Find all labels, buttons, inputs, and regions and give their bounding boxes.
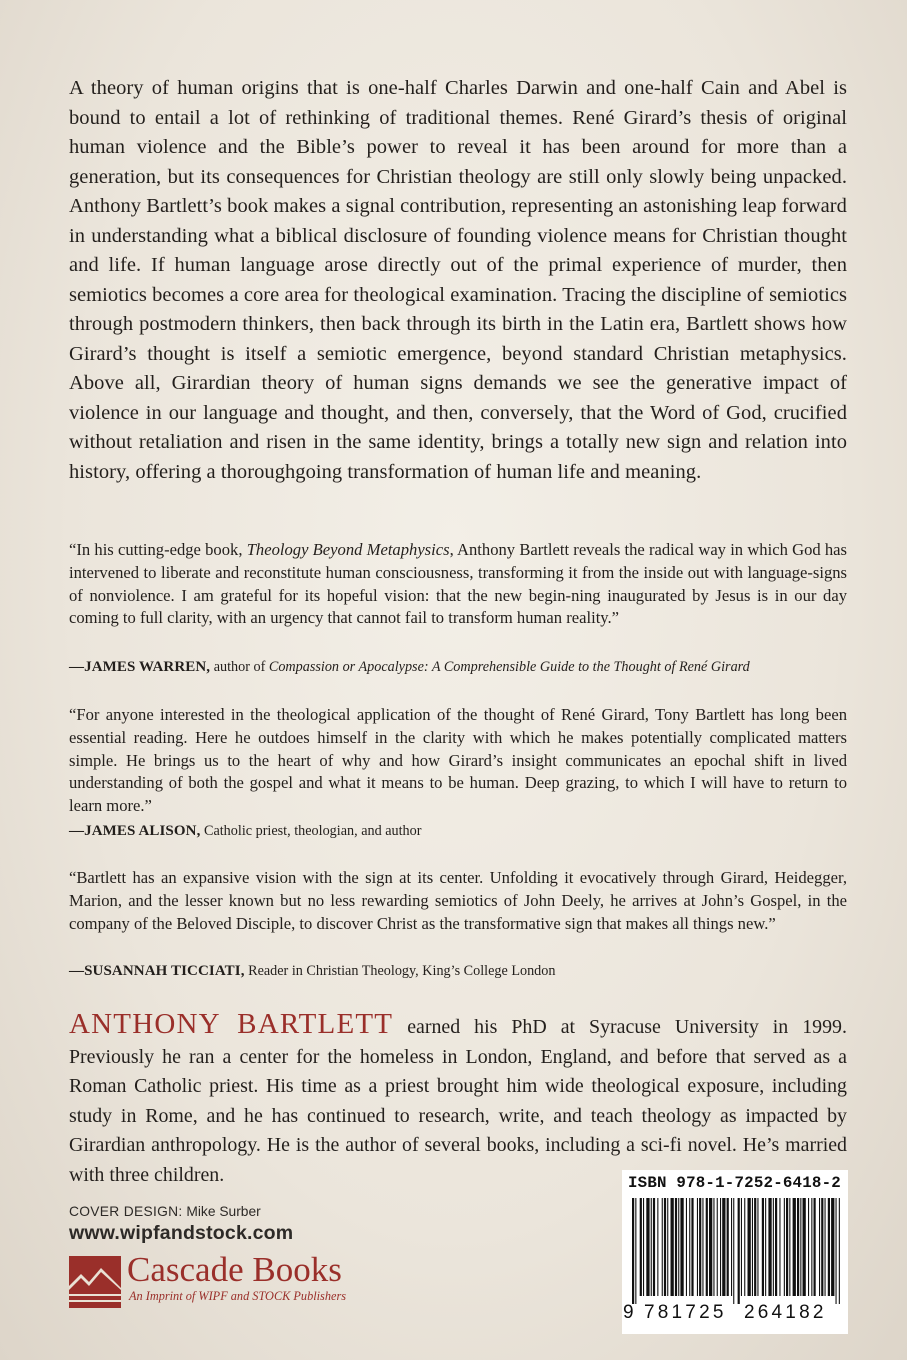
barcode-digits-right: 264182 [744, 1302, 827, 1323]
barcode-bar [717, 1198, 718, 1296]
publisher-tagline: An Imprint of WIPF and STOCK Publishers [129, 1289, 347, 1303]
barcode-bar [814, 1198, 816, 1296]
barcode-digits [622, 1302, 848, 1328]
quote-text: , Anthony Bartlett reveals the radical way in which God has intervened to liberate and reconstitute human consciousness, transforming it from the inside out with language-signs of nonviolence. I am grateful for its hopeful vision: that the new begin-ning inaugurated by Jesus is in our day coming to full clarity, with an urgency that cannot fail to transform human reality.” [69, 540, 847, 628]
barcode-bar [768, 1198, 771, 1296]
barcode-bar [748, 1198, 751, 1296]
barcode-bar [839, 1198, 840, 1304]
barcode-bar [653, 1198, 655, 1296]
cover-design-credit [69, 1204, 261, 1219]
quote-text: “In his cutting-edge book, [69, 540, 247, 559]
barcode-bar [640, 1198, 642, 1296]
barcode-bar [662, 1198, 663, 1296]
endorser-work-title: Compassion or Apocalypse: A Comprehensible Guide to the Thought of René Girard [268, 659, 750, 675]
barcode-bar [722, 1198, 725, 1296]
barcode-bar [706, 1198, 708, 1296]
barcode-bar [699, 1198, 701, 1296]
barcode-bar [667, 1198, 668, 1296]
cover-design-label: COVER DESIGN: [69, 1204, 183, 1219]
barcode-bar [773, 1198, 774, 1296]
barcode-bar [741, 1198, 742, 1296]
barcode-bar [821, 1198, 823, 1296]
barcode-bar [779, 1198, 780, 1296]
publisher-logo [69, 1250, 399, 1310]
endorsement-quote-ticciati: “Bartlett has an expansive vision with the sign at its center. Unfolding it evocatively through Girard, Heidegger, Marion, and the lesser known but no less rewarding semiotics of John Deely, he arrives at John’s Gospel, in the company of the Beloved Disciple, to discover Christ as the transformative sign that makes all things new.” [69, 868, 847, 933]
barcode-bar [664, 1198, 666, 1296]
barcode-bar [691, 1198, 693, 1296]
barcode-bar [752, 1198, 753, 1296]
mountain-logo-icon [69, 1256, 121, 1308]
barcode-bar [643, 1198, 644, 1296]
endorsement-attribution-alison [69, 822, 869, 840]
barcode-bar [678, 1198, 679, 1296]
barcode-bar [646, 1198, 649, 1296]
barcode-bar [765, 1198, 766, 1296]
barcode-bar [836, 1198, 837, 1304]
barcode-bar [825, 1198, 826, 1296]
barcode-bar [720, 1198, 721, 1296]
barcode-bar [738, 1198, 740, 1304]
barcode-bar [686, 1198, 687, 1296]
barcode-bar [651, 1198, 652, 1296]
endorser-description: Catholic priest, theologian, and author [200, 823, 422, 839]
endorser-name: —JAMES ALISON, [69, 823, 201, 839]
barcode-bar [786, 1198, 788, 1296]
endorser-name: —JAMES WARREN, [69, 659, 211, 675]
barcode-bar [775, 1198, 777, 1296]
description-blurb: A theory of human origins that is one-half Charles Darwin and one-half Cain and Abel is bound to entail a lot of rethinking of traditional themes. René Girard’s thesis of original human violence and the Bible’s power to reveal it has been around for more than a generation, but its consequences for Christian theology are still only slowly being unpacked. Anthony Bartlett’s book makes a signal contribution, representing an astonishing leap forward in understanding what a biblical disclosure of founding violence means for Christian thought and life. If human language arose directly out of the primal experience of murder, then semiotics becomes a core area for theological examination. Tracing the discipline of semiotics through postmodern thinkers, then back through its birth in the Latin era, Bartlett shows how Girard’s thought is itself a semiotic emergence, beyond standard Christian metaphysics. Above all, Girardian theory of human signs demands we see the generative impact of violence in our language and thought, and then, conversely, that the Word of God, crucified without retaliation and risen in the same identity, brings a totally new sign and relation into history, offering a thoroughgoing transformation of human life and meaning. [69, 77, 847, 483]
author-name: ANTHONY BARTLETT [69, 1008, 394, 1040]
barcode-bar [784, 1198, 785, 1296]
barcode-bar [808, 1198, 809, 1296]
publisher-website[interactable]: www.wipfandstock.com [69, 1222, 294, 1244]
barcode-digits-left: 781725 [644, 1302, 727, 1323]
barcode-bar [797, 1198, 799, 1296]
barcode-bar [635, 1198, 636, 1304]
barcode-bar [831, 1198, 834, 1296]
quote-book-title: Theology Beyond Metaphysics [246, 540, 450, 559]
barcode-bar [803, 1198, 806, 1296]
barcode-bar [828, 1198, 830, 1296]
barcode-bar [744, 1198, 745, 1296]
endorser-description: Reader in Christian Theology, King’s College London [244, 963, 556, 979]
barcode-bar [733, 1198, 734, 1304]
barcode-bar [819, 1198, 820, 1296]
barcode-bar [762, 1198, 764, 1296]
publisher-name: Cascade Books [127, 1250, 342, 1289]
barcode-bar [680, 1198, 683, 1296]
endorsement-attribution-warren [69, 658, 869, 676]
barcode-bar [789, 1198, 790, 1296]
isbn-label: ISBN 978-1-7252-6418-2 [628, 1174, 841, 1192]
barcode-bar [697, 1198, 698, 1296]
author-bio [69, 1010, 847, 1190]
barcode-bar [754, 1198, 756, 1296]
barcode-bar [671, 1198, 674, 1296]
barcode-bar [689, 1198, 690, 1296]
barcode-bar [702, 1198, 703, 1296]
barcode-bar [632, 1198, 634, 1304]
barcode-digit-first: 9 [623, 1302, 634, 1323]
barcode-bar [709, 1198, 712, 1296]
endorsement-attribution-ticciati [69, 962, 869, 980]
cover-designer-name: Mike Surber [182, 1204, 261, 1219]
barcode-bar [657, 1198, 658, 1296]
barcode-bar [713, 1198, 714, 1296]
isbn-barcode [622, 1170, 848, 1334]
barcode-bars [632, 1198, 840, 1304]
endorsement-quote-alison: “For anyone interested in the theological application of the thought of René Girard, Tony Bartlett has long been essential reading. Here he outdoes himself in the clarity with which he makes potentially complicated matters simple. He brings us to the heart of why and how Girard’s insight communicates an epochal shift in lived understanding of both the gospel and what it means to be human. Deep grazing, to which I will have to return to learn more.” [69, 705, 847, 816]
barcode-bar [757, 1198, 758, 1296]
barcode-bar [800, 1198, 801, 1296]
barcode-bar [727, 1198, 729, 1296]
barcode-bar [731, 1198, 732, 1296]
barcode-bar [793, 1198, 796, 1296]
endorser-name: —SUSANNAH TICCIATI, [69, 963, 245, 979]
endorsement-quote-warren [69, 539, 847, 630]
author-bio-text: earned his PhD at Syracuse University in 1999. Previously he ran a center for the homeless in London, England, and before that served as a Roman Catholic priest. His time as a priest brought him wide theological exposure, including study in Rome, and he has continued to research, write, and teach theology as impacted by Girardian anthropology. He is the author of several books, including a sci-fi novel. He’s married with three children. [69, 1016, 847, 1186]
endorser-description: author of [210, 659, 269, 675]
barcode-bar [675, 1198, 677, 1296]
barcode-bar [811, 1198, 812, 1296]
